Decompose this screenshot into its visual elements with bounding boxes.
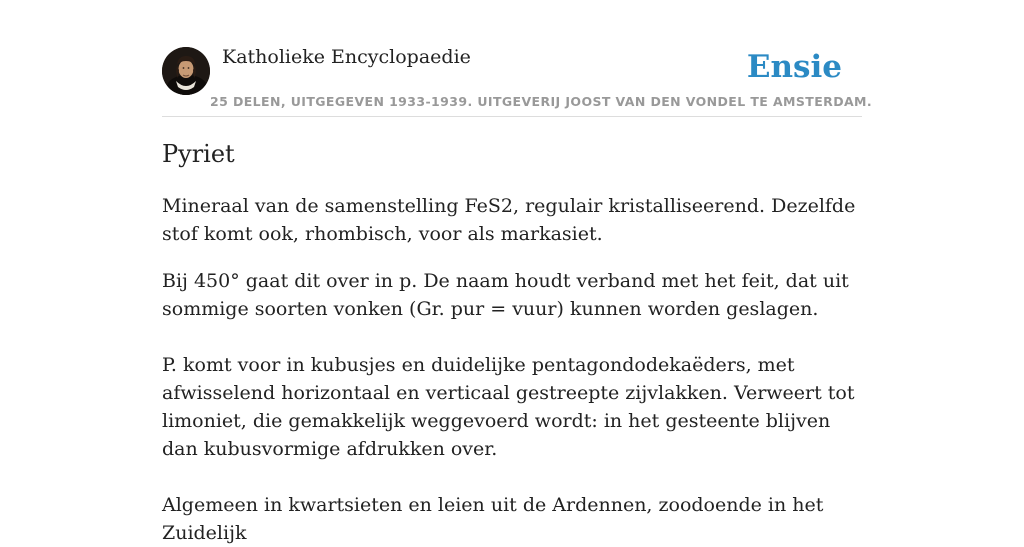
source-meta: 25 DELEN, UITGEGEVEN 1933-1939. UITGEVERIJ JOOST VAN DEN VONDEL TE AMSTERDAM. — [210, 94, 873, 109]
entry-paragraph: P. komt voor in kubusjes en duidelijke pentagondodekaëders, met afwisselend horizontaal en verticaal gestreepte zijvlakken. Verweert tot limoniet, die gemakkelijk weggevoerd wordt: in het gesteente blijven dan kubusvormige afdrukken over. — [162, 354, 855, 460]
page — [162, 0, 873, 544]
source-header — [162, 0, 873, 117]
entry-paragraph: Algemeen in kwartsieten en leien uit de Ardennen, zoodoende in het Zuidelijk — [162, 494, 824, 544]
portrait-avatar-icon[interactable] — [162, 47, 210, 95]
entry-paragraph: Mineraal van de samenstelling FeS2, regulair kristalliseerend. Dezelfde stof komt ook, rhombisch, voor als markasiet. — [162, 195, 856, 245]
source-title[interactable]: Katholieke Encyclopaedie — [222, 46, 471, 68]
entry-content — [162, 192, 862, 547]
entry-paragraph: Bij 450° gaat dit over in p. De naam houdt verband met het feit, dat uit sommige soorten vonken (Gr. pur = vuur) kunnen worden geslagen. — [162, 270, 849, 320]
entry-headword: Pyriet — [162, 140, 235, 168]
ensie-logo[interactable]: Ensie — [746, 49, 842, 85]
